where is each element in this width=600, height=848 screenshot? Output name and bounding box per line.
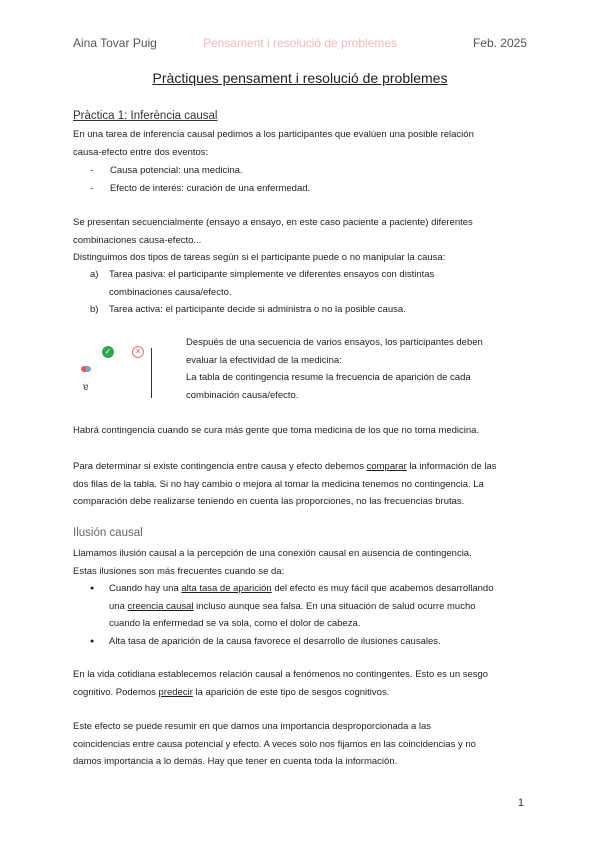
text-run: incluso aunque sea falsa. En una situación de salud ocurre mucho xyxy=(193,600,476,612)
text-line xyxy=(109,598,528,616)
underlined-term: predecir xyxy=(158,686,193,698)
divider-line xyxy=(151,348,152,398)
list-item xyxy=(90,266,528,301)
check-circle-icon: ✓ xyxy=(102,346,114,358)
text-line: evaluar la efectividad de la medicina: xyxy=(186,354,342,366)
text-line: dos filas de la tabla. Si no hay cambio o mejora al tomar la medicina tenemos no contingencia. La xyxy=(73,478,484,490)
paragraph-comparar xyxy=(73,458,528,511)
list-item: ● Alta tasa de aparición de la causa favorece el desarrollo de ilusiones causales. xyxy=(90,633,528,651)
text-run: una xyxy=(109,600,128,612)
header-course: Pensament i resolució de problemes xyxy=(202,36,398,50)
text-line: Después de una secuencia de varios ensayos, los participantes deben xyxy=(186,337,483,348)
x-circle-icon: ✕ xyxy=(132,346,144,358)
pill-half-blue xyxy=(86,366,91,372)
page-title: Pràctiques pensament i resolució de problemes xyxy=(152,70,448,86)
section-heading-practica1: Pràctica 1: Inferència causal xyxy=(73,110,218,122)
list-marker: b) xyxy=(90,304,99,315)
task-types-list xyxy=(90,266,528,319)
page-number: 1 xyxy=(517,797,524,809)
paragraph-intro xyxy=(73,126,528,161)
text-run: del efecto es muy fácil que acabemos desarrollando xyxy=(271,583,494,594)
cause-effect-list xyxy=(90,162,310,197)
text-line xyxy=(109,580,528,598)
list-item xyxy=(90,301,528,319)
list-item: - Causa potencial: una medicina. xyxy=(90,162,310,180)
text-line: Tarea pasiva: el participante simplemente ve diferentes ensayos con distintas xyxy=(109,269,435,280)
paragraph-contingencia xyxy=(73,422,528,440)
text-line: Habrá contingencia cuando se cura más gente que toma medicina de los que no toma medicina. xyxy=(73,425,480,436)
paragraph-coincidencias xyxy=(73,718,528,771)
text-run: la información de las xyxy=(406,461,497,472)
text-line: Tarea activa: el participante decide si administra o no la posible causa. xyxy=(109,304,406,315)
text-line: comparación debe realizarse teniendo en cuenta las proporciones, no las frecuencias brutas. xyxy=(73,496,465,507)
text-line: En la vida cotidiana establecemos relación causal a fenómenos no contingentes. Esto es un sesgo xyxy=(73,669,489,680)
text-run: Cuando hay una xyxy=(109,583,182,594)
paragraph-secuencial xyxy=(73,214,528,267)
text-line: cuando la enfermedad se va sola, como el dolor de cabeza. xyxy=(109,618,361,629)
text-line: Se presentan secuencialmente (ensayo a ensayo, en este caso paciente a paciente) diferentes xyxy=(73,217,473,228)
text-line: combinaciones causa/efecto. xyxy=(109,286,232,298)
text-line: Llamamos ilusión causal a la percepción de una conexión causal en ausencia de contingencia. xyxy=(73,548,472,559)
text-line: combinación causa/efecto. xyxy=(186,389,299,401)
underlined-term: creencia causal xyxy=(127,600,194,612)
text-run: Para determinar si existe contingencia entre causa y efecto debemos xyxy=(73,461,367,472)
text-line: combinaciones causa-efecto... xyxy=(73,234,202,246)
text-line: causa-efecto entre dos eventos: xyxy=(73,146,209,158)
paragraph-sesgo xyxy=(73,666,528,701)
ilusion-conditions-list xyxy=(90,580,528,650)
text-run: cognitivo. Podemos xyxy=(73,686,159,698)
header-date: Feb. 2025 xyxy=(472,36,527,50)
list-item xyxy=(90,580,528,633)
pill-icon xyxy=(81,366,91,372)
contingency-figure xyxy=(78,340,158,400)
underlined-term: alta tasa de aparición xyxy=(181,583,272,594)
person-icon: ɐ xyxy=(83,382,89,393)
underlined-term: comparar xyxy=(366,461,407,472)
text-run: la aparición de este tipo de sesgos cognitivos. xyxy=(192,686,390,698)
section-heading-ilusion: Ilusión causal xyxy=(73,527,143,539)
text-line: La tabla de contingencia resume la frecuencia de aparición de cada xyxy=(186,372,471,383)
text-line: coincidencias entre causa potencial y efecto. A veces solo nos fijamos en las coincidencias y no xyxy=(73,738,476,750)
list-marker: a) xyxy=(90,269,99,280)
text-line: Distinguimos dos tipos de tareas según si el participante puede o no manipular la causa: xyxy=(73,252,446,263)
list-item: - Efecto de interés: curación de una enfermedad. xyxy=(90,180,310,198)
text-line: Estas ilusiones son más frecuentes cuando se da: xyxy=(73,565,285,577)
figure-description xyxy=(186,334,528,404)
text-line: Este efecto se puede resumir en que damos una importancia desproporcionada a las xyxy=(73,721,432,732)
text-line xyxy=(73,684,528,702)
text-line: En una tarea de inferencia causal pedimos a los participantes que evalúen una posible relación xyxy=(73,129,474,140)
text-line: damos importancia a lo demás. Hay que tener en cuenta toda la información. xyxy=(73,756,398,767)
header-author: Aina Tovar Puig xyxy=(73,36,157,50)
paragraph-ilusion-intro xyxy=(73,545,528,580)
text-line xyxy=(73,458,528,476)
